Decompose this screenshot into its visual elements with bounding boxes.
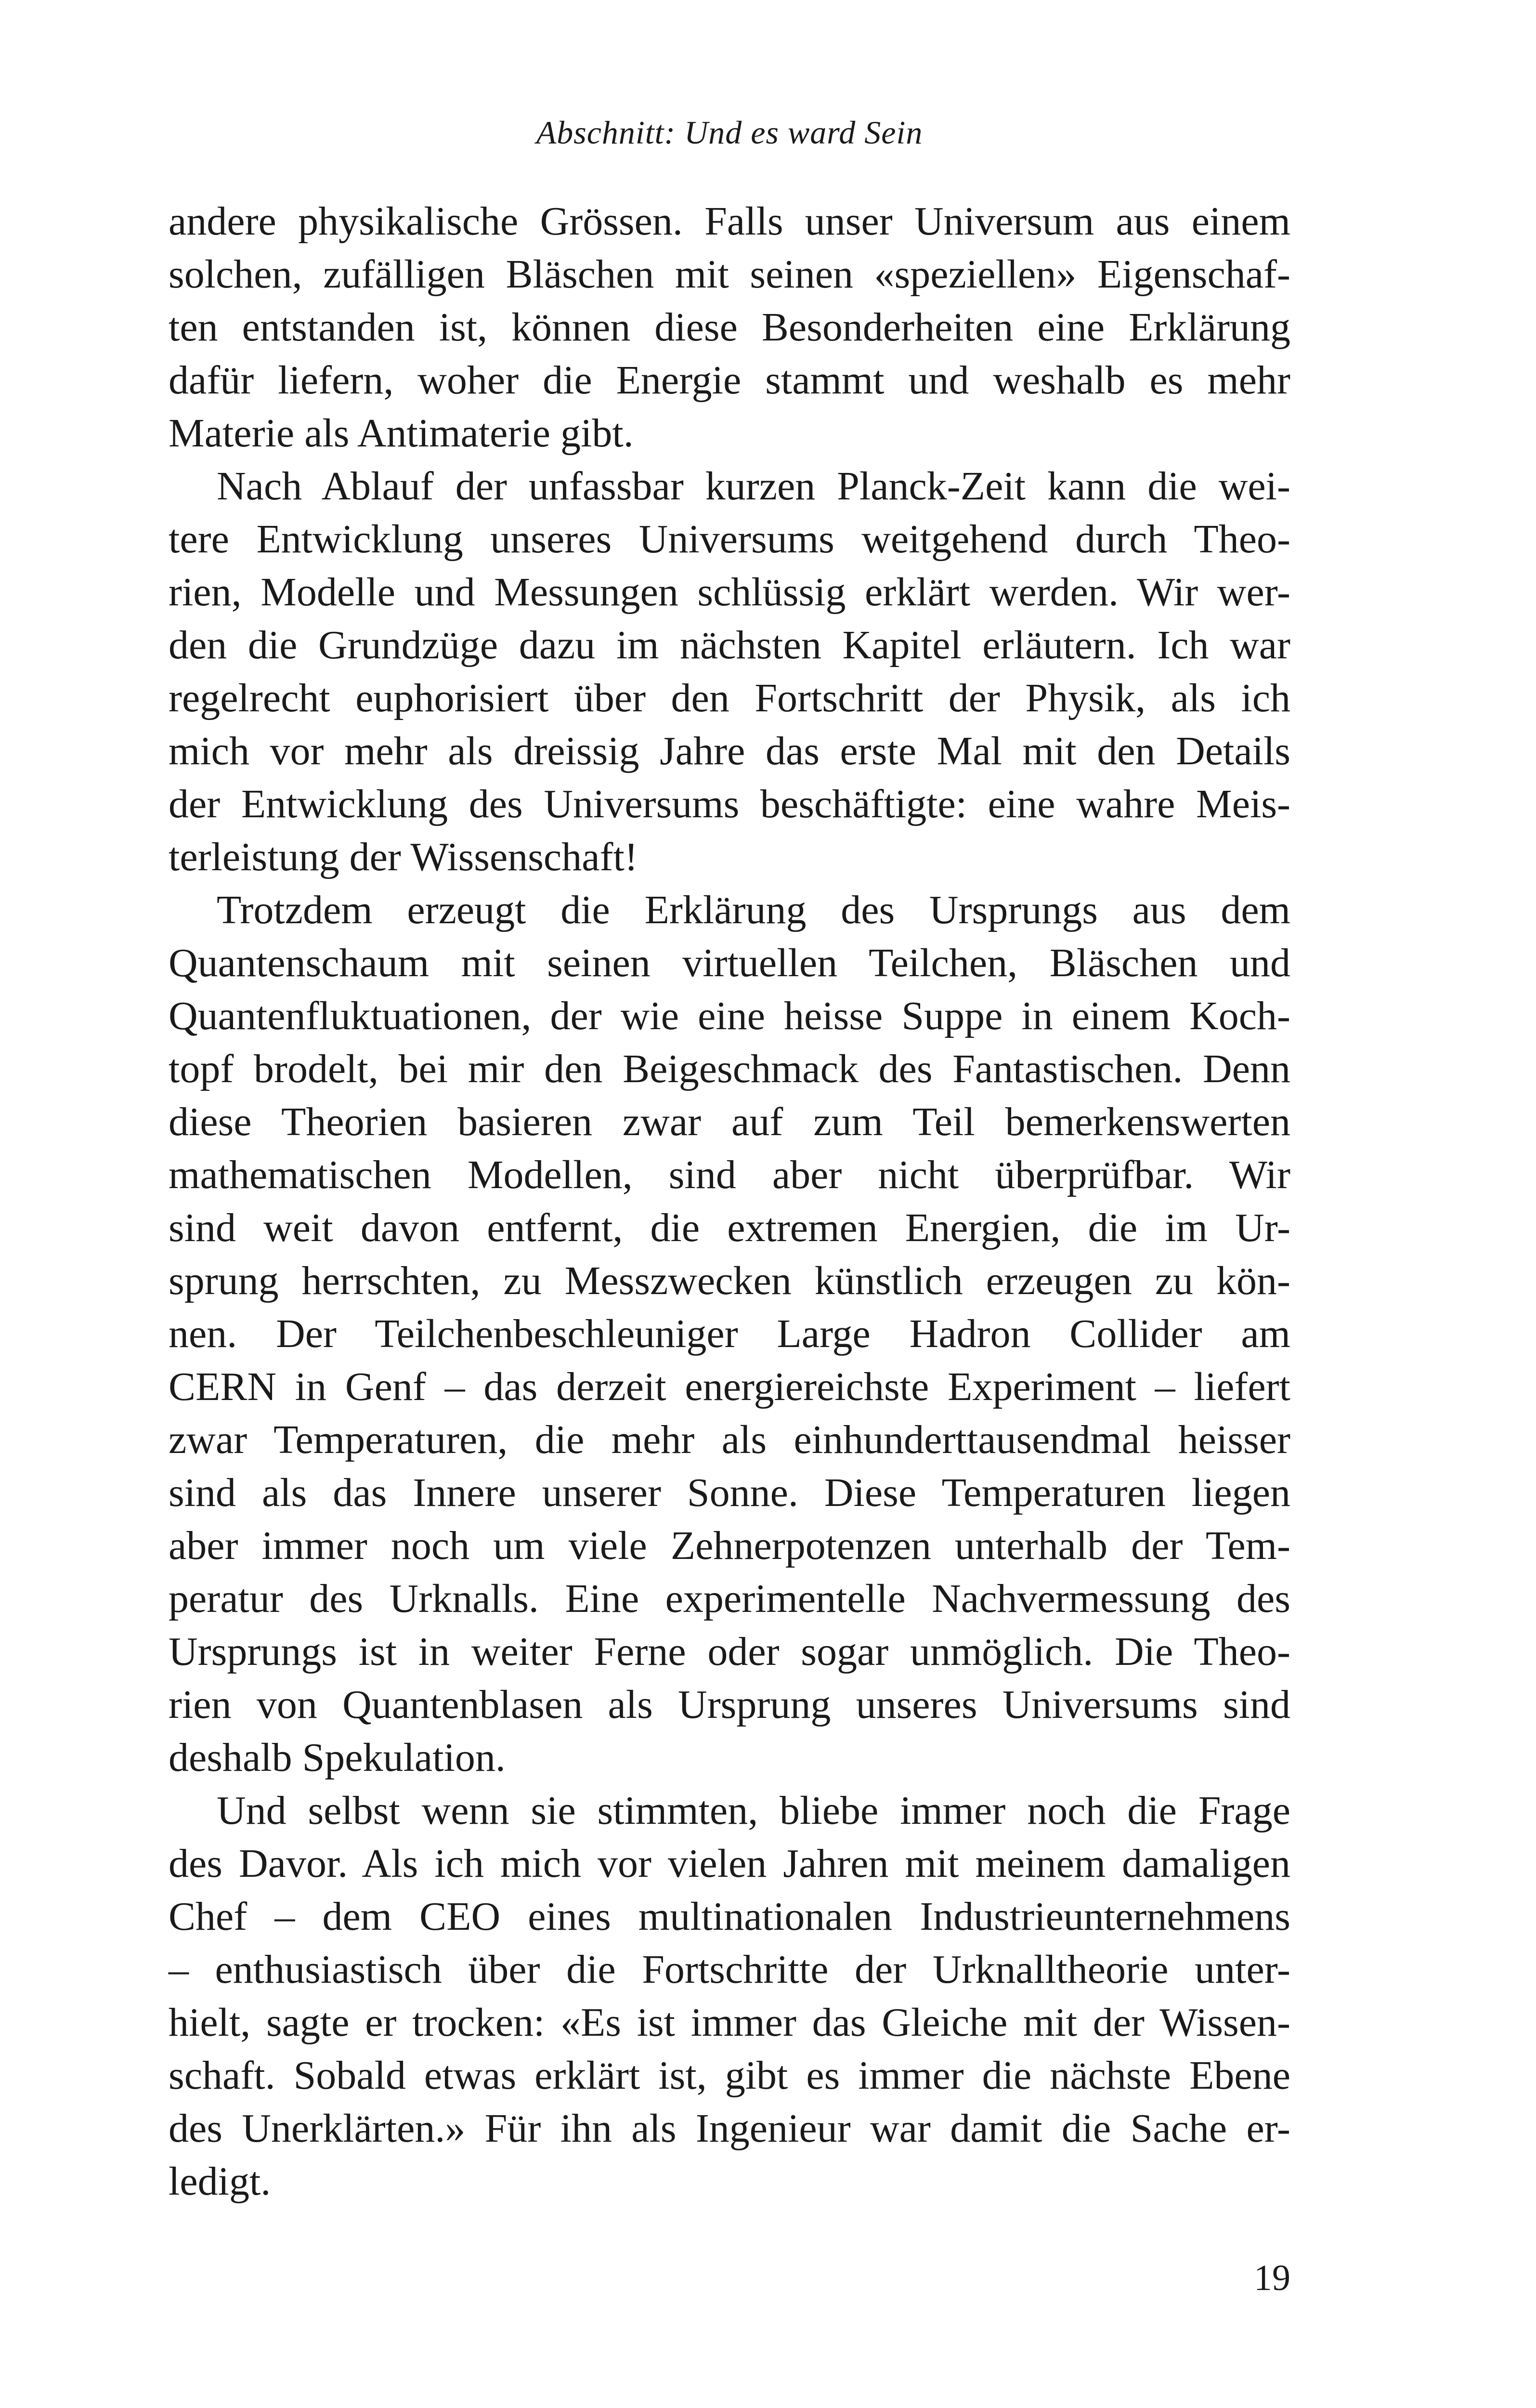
text-line: des Unerklärten.» Für ihn als Ingenieur war damit die Sache er-	[169, 2106, 1290, 2151]
text-line: rien von Quantenblasen als Ursprung unseres Universums sind	[169, 1682, 1290, 1727]
running-header: Abschnitt: Und es ward Sein	[536, 114, 923, 151]
text-line: der Entwicklung des Universums beschäftigte: eine wahre Meis-	[169, 782, 1290, 826]
text-line: deshalb Spekulation.	[169, 1735, 506, 1780]
text-line: Und selbst wenn sie stimmten, bliebe immer noch die Frage	[217, 1788, 1290, 1833]
text-line: Nach Ablauf der unfassbar kurzen Planck-Zeit kann die wei-	[217, 464, 1290, 509]
text-line: peratur des Urknalls. Eine experimentelle Nachvermessung des	[169, 1576, 1290, 1621]
text-line: tere Entwicklung unseres Universums weitgehend durch Theo-	[169, 517, 1290, 562]
text-line: diese Theorien basieren zwar auf zum Teil bemerkenswerten	[169, 1099, 1290, 1144]
text-line: mich vor mehr als dreissig Jahre das erste Mal mit den Details	[169, 729, 1290, 773]
text-line: ledigt.	[169, 2159, 271, 2204]
text-line: Chef – dem CEO eines multinationalen Industrieunternehmens	[169, 1894, 1290, 1939]
text-line: den die Grundzüge dazu im nächsten Kapitel erläutern. Ich war	[169, 623, 1290, 667]
text-line: mathematischen Modellen, sind aber nicht überprüfbar. Wir	[169, 1152, 1290, 1197]
text-line: terleistung der Wissenschaft!	[169, 835, 638, 879]
text-line: topf brodelt, bei mir den Beigeschmack des Fantastischen. Denn	[169, 1047, 1290, 1091]
text-line: solchen, zufälligen Bläschen mit seinen «speziellen» Eigenschaf-	[169, 252, 1290, 297]
text-line: – enthusiastisch über die Fortschritte der Urknalltheorie unter-	[169, 1947, 1290, 1992]
text-line: Quantenfluktuationen, der wie eine heisse Suppe in einem Koch-	[169, 994, 1290, 1038]
text-line: CERN in Genf – das derzeit energiereichste Experiment – liefert	[169, 1364, 1290, 1409]
text-line: ten entstanden ist, können diese Besonderheiten eine Erklärung	[169, 305, 1290, 350]
text-line: regelrecht euphorisiert über den Fortschritt der Physik, als ich	[169, 676, 1290, 720]
text-line: dafür liefern, woher die Energie stammt und weshalb es mehr	[169, 358, 1290, 403]
text-line: zwar Temperaturen, die mehr als einhunderttausendmal heisser	[169, 1417, 1290, 1462]
text-line: Materie als Antimaterie gibt.	[169, 411, 634, 456]
text-line: sind weit davon entfernt, die extremen Energien, die im Ur-	[169, 1205, 1290, 1250]
text-line: des Davor. Als ich mich vor vielen Jahren mit meinem damaligen	[169, 1841, 1290, 1886]
text-line: andere physikalische Grössen. Falls unser Universum aus einem	[169, 199, 1290, 244]
text-line: hielt, sagte er trocken: «Es ist immer das Gleiche mit der Wissen-	[169, 2000, 1290, 2045]
text-line: sind als das Innere unserer Sonne. Diese Temperaturen liegen	[169, 1470, 1290, 1515]
text-line: Ursprungs ist in weiter Ferne oder sogar unmöglich. Die Theo-	[169, 1629, 1290, 1674]
text-line: Quantenschaum mit seinen virtuellen Teilchen, Bläschen und	[169, 941, 1290, 985]
page-number: 19	[1254, 2258, 1290, 2298]
text-line: Trotzdem erzeugt die Erklärung des Ursprungs aus dem	[217, 888, 1290, 932]
text-line: nen. Der Teilchenbeschleuniger Large Hadron Collider am	[169, 1311, 1290, 1356]
text-line: schaft. Sobald etwas erklärt ist, gibt es immer die nächste Ebene	[169, 2053, 1290, 2098]
text-line: sprung herrschten, zu Messzwecken künstlich erzeugen zu kön-	[169, 1258, 1290, 1303]
text-line: aber immer noch um viele Zehnerpotenzen unterhalb der Tem-	[169, 1523, 1290, 1568]
text-line: rien, Modelle und Messungen schlüssig erklärt werden. Wir wer-	[169, 570, 1290, 615]
